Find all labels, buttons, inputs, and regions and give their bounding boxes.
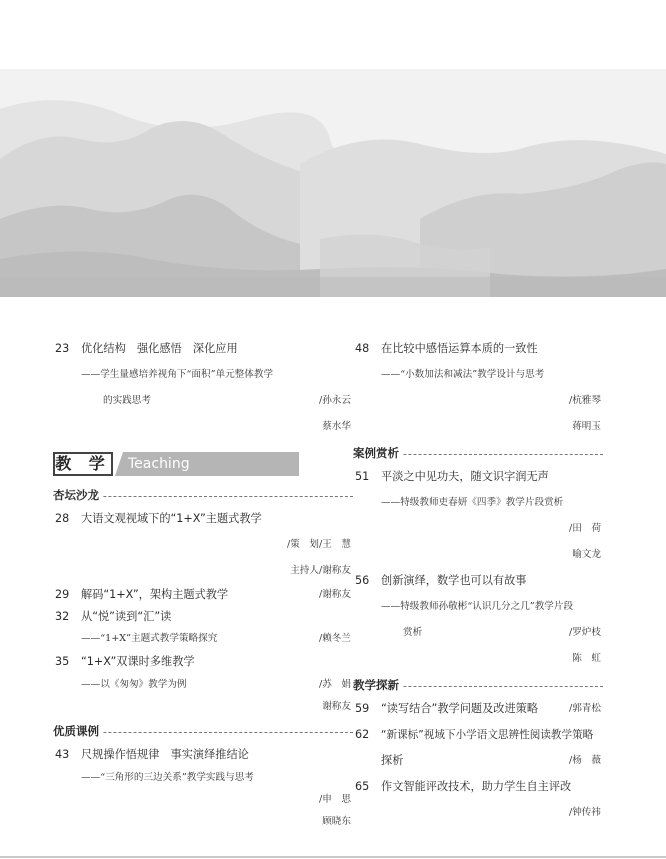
subtitle-text: ——“三角形的三边关系”教学实践与思考 <box>81 772 254 783</box>
article-title: 平淡之中见功夫，随文识字润无声 <box>381 470 549 483</box>
toc-entry-32[interactable] <box>53 606 353 628</box>
author: 谢称友 <box>322 701 351 712</box>
author: /赖冬兰 <box>318 633 351 644</box>
author-line <box>53 696 353 718</box>
author: /钟传祎 <box>568 807 601 818</box>
section-heading-xingtan <box>53 484 353 506</box>
author-line <box>53 811 353 833</box>
page-number: 56 <box>355 574 370 587</box>
author-line <box>353 646 603 672</box>
page-number: 48 <box>355 342 370 355</box>
article-subtitle <box>53 674 353 696</box>
author: 陈 虹 <box>572 653 601 664</box>
article-subtitle <box>53 362 353 388</box>
article-title: “新课标”视域下小学语文思辨性阅读教学策略 <box>381 729 594 741</box>
author-line <box>353 800 603 826</box>
article-title: 创新演绎，数学也可以有故事 <box>381 574 527 587</box>
author-line <box>53 789 353 811</box>
page-number: 32 <box>55 610 70 623</box>
author-line <box>53 414 353 440</box>
author: /策 划/王 慧 <box>286 539 351 550</box>
mountain-landscape-banner <box>0 69 666 297</box>
section-label: 优质课例 <box>53 724 103 738</box>
section-label: 教学探新 <box>353 678 403 692</box>
section-label: 案例赏析 <box>353 446 403 460</box>
subtitle-text: ——“小数加法和减法”教学设计与思考 <box>381 369 545 380</box>
section-banner-en: Teaching <box>128 456 190 472</box>
article-title: 大语文观视域下的“1+X”主题式教学 <box>81 512 262 525</box>
author: /苏 娟 <box>318 679 351 690</box>
page-number: 51 <box>355 470 370 483</box>
subtitle-text: ——以《匆匆》教学为例 <box>81 679 187 690</box>
article-subtitle <box>353 594 603 620</box>
author: /郭青松 <box>568 703 601 714</box>
author: 蒋明玉 <box>572 421 601 432</box>
article-title: 作文智能评改技术，助力学生自主评改 <box>381 780 572 793</box>
author: /申 思 <box>318 794 351 805</box>
toc-left-column <box>53 336 353 833</box>
section-label: 杏坛沙龙 <box>53 488 103 502</box>
subtitle-text: 的实践思考 <box>103 395 151 406</box>
author-line <box>353 542 603 568</box>
article-subtitle-continuation <box>353 620 603 646</box>
section-banner-cn: 教 学 <box>53 452 113 476</box>
page-number: 62 <box>355 728 370 741</box>
page-number: 28 <box>55 512 70 525</box>
section-banner-teaching <box>53 452 299 476</box>
article-title: “读写结合”教学问题及改进策略 <box>381 702 539 715</box>
author: 顾晓东 <box>322 816 351 827</box>
toc-entry-59[interactable] <box>353 696 603 722</box>
toc-entry-23[interactable] <box>53 336 353 362</box>
author: /罗炉枝 <box>568 627 601 638</box>
author: /杨 薇 <box>568 755 601 766</box>
article-title: 优化结构 强化感悟 深化应用 <box>81 342 238 355</box>
mountain-landscape-illustration <box>0 69 666 297</box>
article-title-continuation <box>353 748 603 774</box>
toc-entry-51[interactable] <box>353 464 603 490</box>
page-number: 59 <box>355 702 370 715</box>
subtitle-text: ——特级教师孙敬彬“认识几分之几”教学片段 <box>381 601 574 612</box>
author-line <box>353 414 603 440</box>
page-bottom-rule <box>0 856 666 858</box>
article-subtitle-continuation <box>53 388 353 414</box>
author-line <box>53 532 353 558</box>
toc-entry-28[interactable] <box>53 506 353 532</box>
article-subtitle <box>353 362 603 388</box>
page-number: 23 <box>55 342 70 355</box>
article-title: 解码“1+X”，架构主题式教学 <box>81 588 229 601</box>
subtitle-text: ——学生量感培养视角下“面积”单元整体教学 <box>81 369 274 380</box>
page-number: 29 <box>55 588 70 601</box>
section-heading-tansuo <box>353 674 603 696</box>
author: /田 荷 <box>568 523 601 534</box>
toc-entry-29[interactable] <box>53 584 353 606</box>
section-heading-anli <box>353 442 603 464</box>
toc-entry-43[interactable] <box>53 742 353 767</box>
article-title: 尺规操作悟规律 事实演绎推结论 <box>81 748 249 761</box>
article-title: 从“悦”读到“汇”读 <box>81 610 172 623</box>
toc-entry-56[interactable] <box>353 568 603 594</box>
article-subtitle <box>53 767 353 789</box>
article-subtitle <box>353 490 603 516</box>
author: /谢称友 <box>318 589 351 600</box>
author-line <box>353 388 603 414</box>
author: /孙永云 <box>318 395 351 406</box>
title-continuation-text: 探析 <box>381 754 404 767</box>
author: 喻文龙 <box>572 549 601 560</box>
author: 主持人/谢称友 <box>290 565 351 576</box>
article-title: 在比较中感悟运算本质的一致性 <box>381 342 538 355</box>
article-subtitle <box>53 628 353 650</box>
section-heading-youzhi <box>53 720 353 742</box>
author: /杭雅琴 <box>568 395 601 406</box>
toc-entry-65[interactable] <box>353 774 603 800</box>
subtitle-text: 赏析 <box>403 627 423 638</box>
toc-entry-48[interactable] <box>353 336 603 362</box>
subtitle-text: ——“1+X”主题式教学策略探究 <box>81 633 218 644</box>
toc-entry-35[interactable] <box>53 650 353 674</box>
toc-right-column <box>353 336 603 826</box>
author-line <box>53 558 353 584</box>
page-number: 35 <box>55 655 70 668</box>
toc-entry-62[interactable] <box>353 722 603 748</box>
subtitle-text: ——特级教师吏春妍《四季》教学片段赏析 <box>381 497 564 508</box>
author: 蔡水华 <box>322 421 351 432</box>
author-line <box>353 516 603 542</box>
article-title: “1+X”双课时多维教学 <box>81 655 195 668</box>
page-number: 43 <box>55 748 70 761</box>
page-number: 65 <box>355 780 370 793</box>
